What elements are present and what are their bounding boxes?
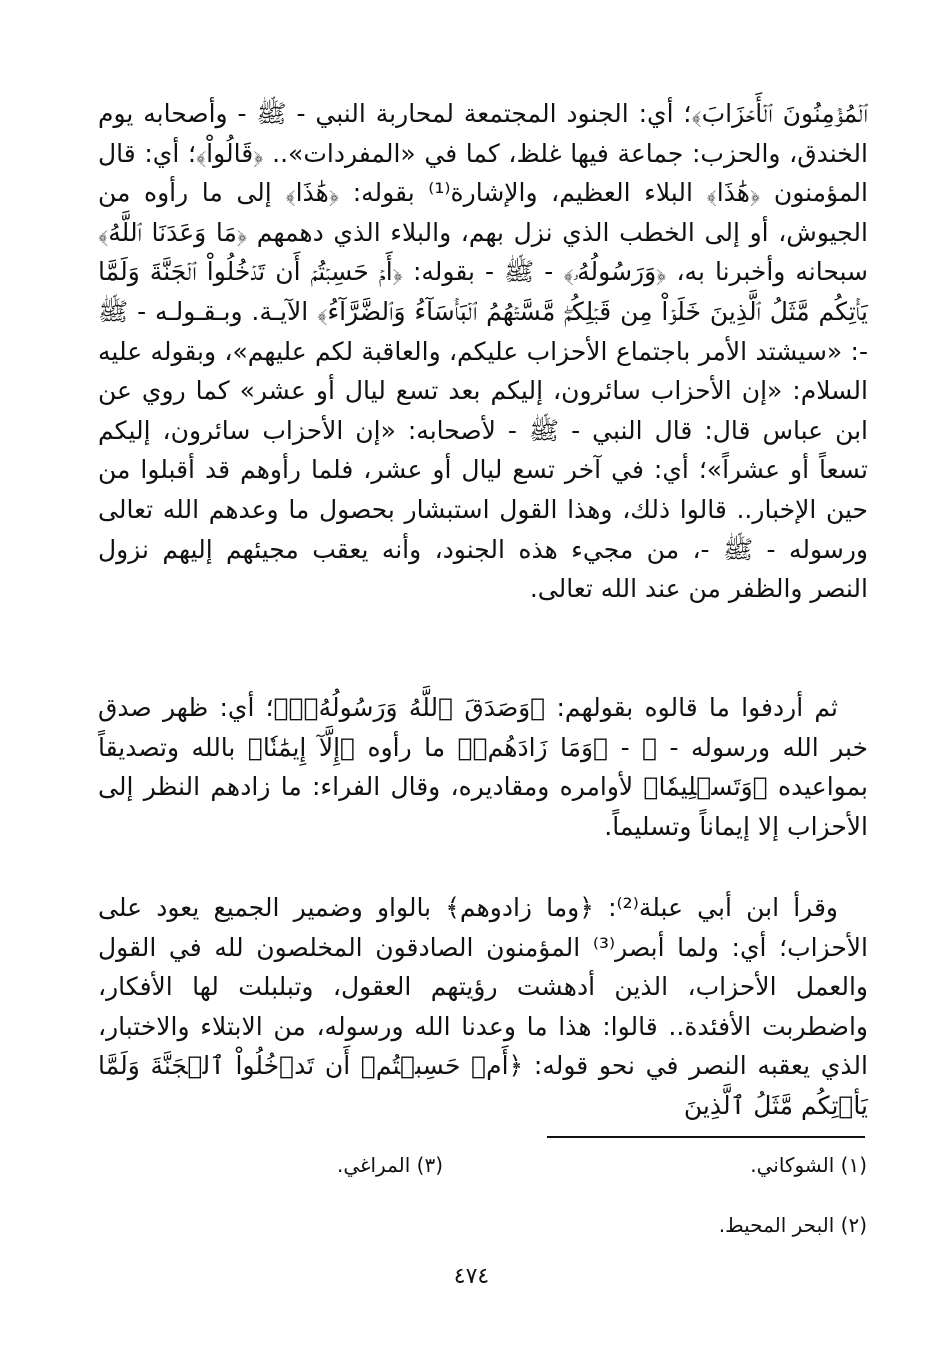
footnote-2: (٢) البحر المحيط.	[718, 1213, 867, 1237]
footnote-divider	[547, 1136, 865, 1138]
body-paragraph-1	[98, 94, 868, 609]
paragraph-text: ثم أردفوا ما قالوه بقولهم: ﴿وَصَدَقَ ٱللَّهُ وَرَسُولُهُۥۚ﴾؛ أي: ظهر صدق خبر الله ورسوله - ﷺ - ﴿وَمَا زَادَهُمۡ﴾ ما رأوه ﴿إِلَّآ إِيمَٰنٗا﴾ بالله وتصديقاً بمواعيده ﴿وَتَسۡلِيمٗا﴾ لأوامره ومقاديره، وقال الفراء: ما زادهم النظر إلى الأحزاب إلا إيماناً وتسليماً.	[98, 693, 868, 841]
footnote-3: (٣) المراغي.	[336, 1153, 443, 1177]
paragraph-text: وقرأ ابن أبي عبلة⁽²⁾: ﴿وما زادوهم﴾ بالواو وضمير الجميع يعود على الأحزاب؛ أي: ولما أبصر⁽³⁾ المؤمنون الصادقون المخلصون لله في القول والعمل الأحزاب، الذين أدهشت رؤيتهم العقول، وتبلبلت لها الأفكار، واضطربت الأفئدة.. قالوا: هذا ما وعدنا الله ورسوله، من الابتلاء والاختبار، الذي يعقبه النصر في نحو قوله: ﴿أَمۡ حَسِبۡتُمۡ أَن تَدۡخُلُواْ ٱلۡجَنَّةَ وَلَمَّا يَأۡتِكُم مَّثَلُ ٱلَّذِينَ	[98, 893, 868, 1120]
body-paragraph-2	[98, 688, 868, 846]
page-number: ٤٧٤	[453, 1264, 490, 1289]
body-paragraph-3	[98, 888, 868, 1126]
paragraph-text: ٱلۡمُؤۡمِنُونَ ٱلۡأَحۡزَابَ﴾؛ أي: الجنود المجتمعة لمحاربة النبي - ﷺ - وأصحابه يوم الخندق، والحزب: جماعة فيها غلظ، كما في «المفردات».. ﴿قَالُواْ﴾؛ أي: قال المؤمنون ﴿هَٰذَا﴾ البلاء العظيم، والإشارة⁽¹⁾ بقوله: ﴿هَٰذَا﴾ إلى ما رأوه من الجيوش، أو إلى الخطب الذي نزل بهم، والبلاء الذي دهمهم ﴿مَا وَعَدَنَا ٱللَّهُ﴾ سبحانه وأخبرنا به، ﴿وَرَسُولُهُۥ﴾ - ﷺ - بقوله: ﴿أَمۡ حَسِبۡتُمۡ أَن تَدۡخُلُواْ ٱلۡجَنَّةَ وَلَمَّا يَأۡتِكُم مَّثَلُ ٱلَّذِينَ خَلَوۡاْ مِن قَبۡلِكُمۖ مَّسَّتۡهُمُ ٱلۡبَأۡسَآءُ وَٱلضَّرَّآءُ﴾ الآيـة. وبـقـولـه - ﷺ -: «سيشتد الأمر باجتماع الأحزاب عليكم، والعاقبة لكم عليهم»، وبقوله عليه السلام: «إن الأحزاب سائرون، إليكم بعد تسع ليال أو عشر» كما روي عن ابن عباس قال: قال النبي - ﷺ - لأصحابه: «إن الأحزاب سائرون، إليكم تسعاً أو عشراً»؛ أي: في آخر تسع ليال أو عشر، فلما رأوهم قد أقبلوا من حين الإخبار.. قالوا ذلك، وهذا القول استبشار بحصول ما وعدهم الله تعالى ورسوله - ﷺ -، من مجيء هذه الجنود، وأنه يعقب مجيئهم إليهم نزول النصر والظفر من عند الله تعالى.	[98, 99, 868, 604]
footnote-1: (١) الشوكاني.	[750, 1153, 867, 1177]
